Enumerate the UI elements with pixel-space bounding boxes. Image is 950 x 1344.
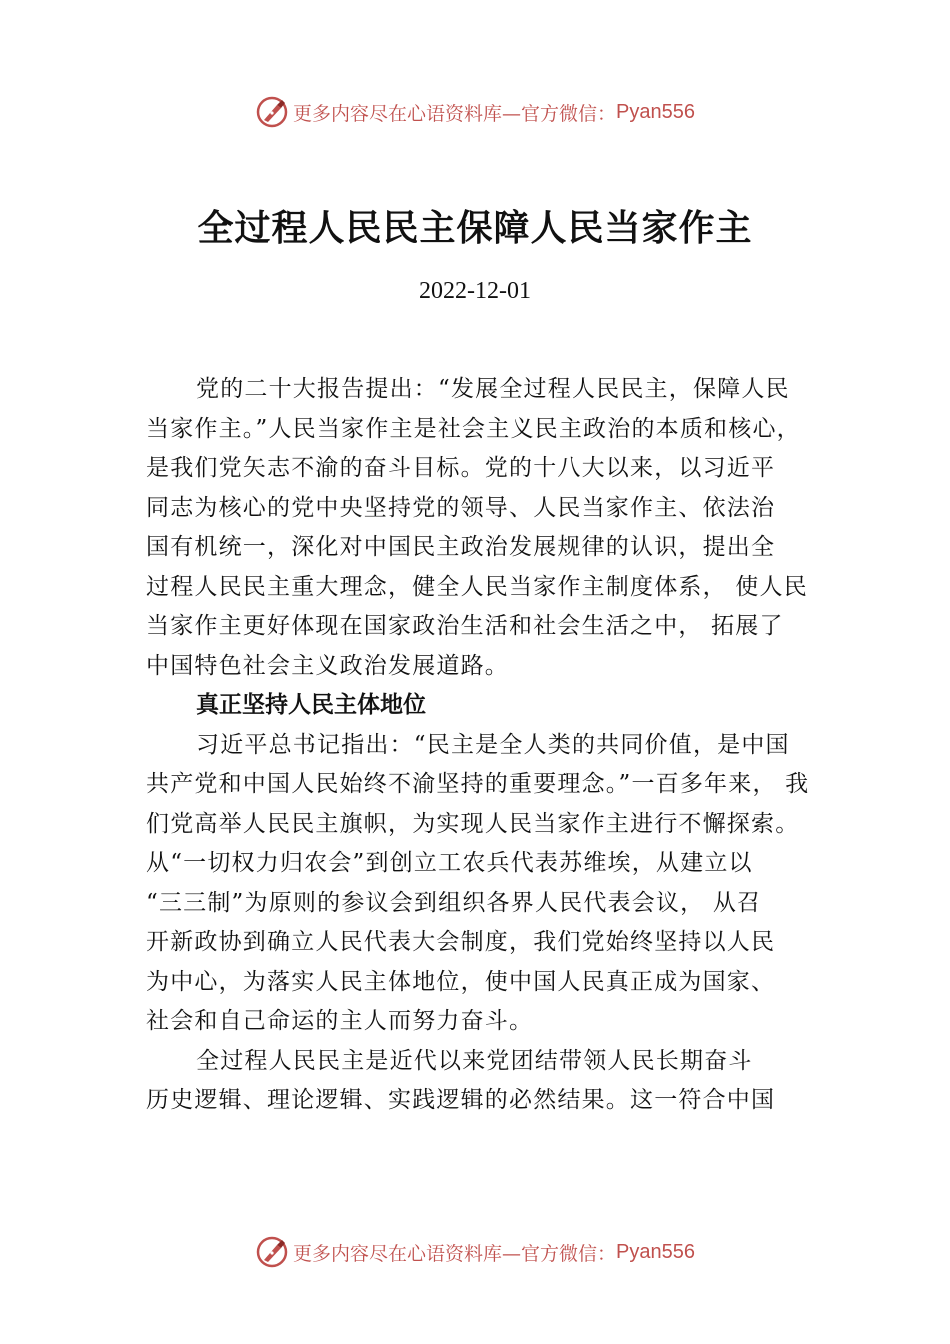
banner-text: 更多内容尽在心语资料库—官方微信：: [293, 102, 617, 125]
paragraph-line: 社会和自己命运的主人而努力奋斗。: [146, 1008, 534, 1034]
header-banner: [0, 92, 950, 132]
paragraph-line: 是我们党矢志不渝的奋斗目标。党的十八大以来，以习近平: [146, 455, 776, 481]
banner-wechat-id: Pyan556: [616, 1240, 695, 1263]
paragraph-line: 当家作主。”人民当家作主是社会主义民主政治的本质和核心，: [146, 415, 801, 442]
paragraph-line: 当家作主更好体现在国家政治生活和社会生活之中， 拓展了: [146, 613, 784, 639]
paragraph-line: 们党高举人民民主旗帜，为实现人民当家作主进行不懈探索。: [146, 810, 800, 837]
banner-text: 更多内容尽在心语资料库—官方微信：: [293, 1242, 617, 1265]
paragraph-line: “三三制”为原则的参议会到组织各界人民代表会议， 从召: [146, 889, 762, 916]
fountain-pen-logo-icon: [255, 95, 289, 129]
paragraph-line: 为中心，为落实人民主体地位，使中国人民真正成为国家、: [146, 968, 776, 995]
paragraph-line: 党的二十大报告提出：“发展全过程人民民主，保障人民: [196, 376, 790, 402]
article-body: [146, 370, 836, 1121]
paragraph-line: 国有机统一，深化对中国民主政治发展规律的认识，提出全: [146, 534, 776, 560]
paragraph-line: 全过程人民民主是近代以来党团结带领人民长期奋斗: [196, 1047, 753, 1074]
paragraph-line: 从“一切权力归农会”到创立工农兵代表苏维埃，从建立以: [146, 850, 753, 876]
paragraph-line: 同志为核心的党中央坚持党的领导、人民当家作主、依法治: [146, 494, 776, 521]
banner-wechat-id: Pyan556: [616, 100, 695, 123]
publish-date: 2022-12-01: [419, 278, 531, 304]
paragraph-line: 开新政协到确立人民代表大会制度，我们党始终坚持以人民: [146, 929, 776, 955]
footer-banner: [0, 1232, 950, 1272]
paragraph-line: 共产党和中国人民始终不渝坚持的重要理念。”一百多年来， 我: [146, 771, 810, 797]
paragraph-line: 中国特色社会主义政治发展道路。: [146, 652, 509, 679]
page-title: 全过程人民民主保障人民当家作主: [197, 207, 753, 249]
section-heading: 真正坚持人民主体地位: [196, 692, 426, 718]
fountain-pen-logo-icon: [255, 1235, 289, 1269]
paragraph-line: 历史逻辑、理论逻辑、实践逻辑的必然结果。这一符合中国: [146, 1087, 776, 1113]
paragraph-line: 过程人民民主重大理念，健全人民当家作主制度体系， 使人民: [146, 573, 808, 600]
paragraph-line: 习近平总书记指出：“民主是全人类的共同价值，是中国: [196, 731, 790, 758]
